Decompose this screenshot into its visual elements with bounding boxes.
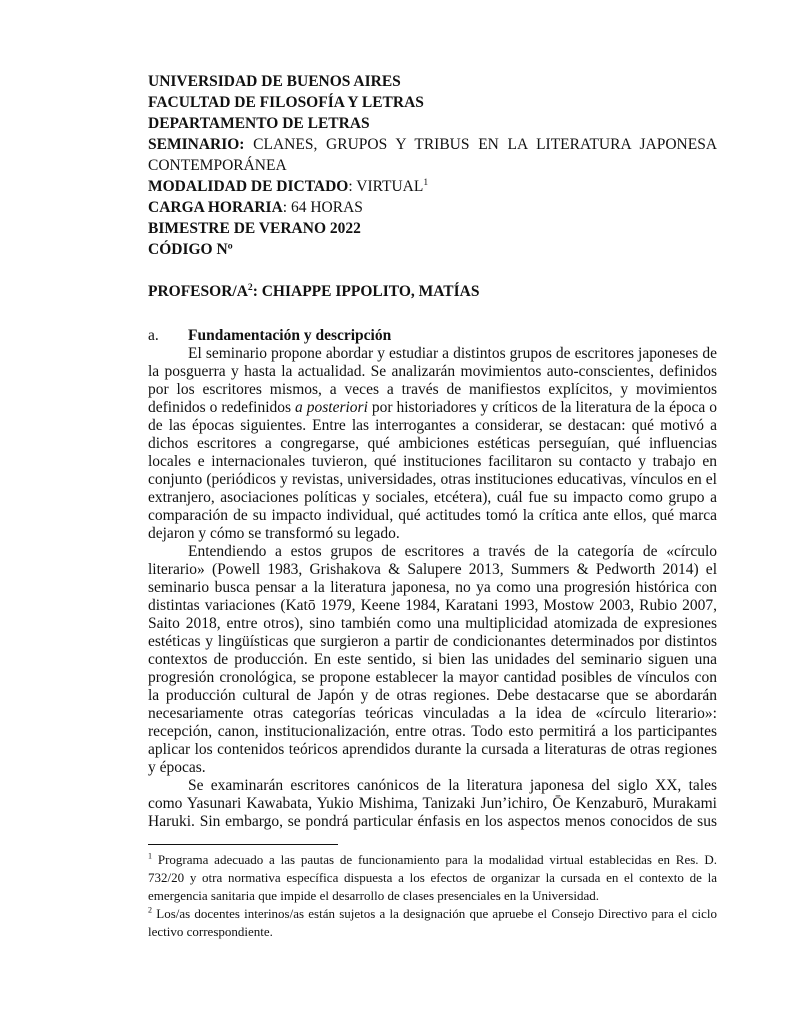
- footnote-separator: [148, 844, 338, 845]
- university-line: [148, 71, 717, 92]
- paragraph-1-italic: a posteriori: [295, 399, 368, 416]
- footnote-2-marker: 2: [148, 905, 153, 915]
- paragraph-2: Entendiendo a estos grupos de escritores a través de la categoría de «círculo literario» (Powell 1983, Grishakova & Salupere 2013, Summers & Pedworth 2014) el seminario busca pensar a la literatura japonesa, no ya como una progresión histórica con distintas variaciones (Katō 1979, Keene 1984, Karatani 1993, Mostow 2003, Rubio 2007, Saito 2018, entre otros), sino también como una multiplicidad atomizada de expresiones estéticas y lingüísticas que surgieron a partir de condicionantes determinados por distintos contextos de producción. En este sentido, si bien las unidades del seminario siguen una progresión cronológica, se propone establecer la mayor cantidad posibles de vínculos con la producción cultural de Japón y de otras regiones. Debe destacarse que se abordarán necesariamente otras categorías teóricas vinculadas a la idea de «círculo literario»: recepción, canon, institucionalización, entre otras. Todo esto permitirá a los participantes aplicar los contenidos teóricos aprendidos durante la cursada a literaturas de otras regiones y épocas.: [148, 543, 717, 776]
- professor-value: : CHIAPPE IPPOLITO, MATÍAS: [252, 283, 480, 300]
- hours-label: CARGA HORARIA: [148, 199, 283, 216]
- department-name: DEPARTAMENTO DE LETRAS: [148, 115, 370, 132]
- hours-line: [148, 197, 717, 218]
- footnote-2-text: Los/as docentes interinos/as están sujetos a la designación que apruebe el Consejo Directivo para el ciclo lectivo correspondiente.: [148, 906, 717, 939]
- professor-line: [148, 281, 717, 302]
- modality-label: MODALIDAD DE DICTADO: [148, 178, 349, 195]
- professor-label: PROFESOR/A: [148, 283, 248, 300]
- faculty-name: FACULTAD DE FILOSOFÍA Y LETRAS: [148, 94, 424, 111]
- seminar-line: [148, 134, 717, 176]
- faculty-line: [148, 92, 717, 113]
- department-line: [148, 113, 717, 134]
- blank-line: [148, 260, 717, 281]
- section-heading: [148, 327, 717, 345]
- seminar-label: SEMINARIO:: [148, 136, 245, 153]
- term-value: BIMESTRE DE VERANO 2022: [148, 220, 361, 237]
- footnote-ref-1: 1: [423, 176, 429, 188]
- modality-line: [148, 176, 717, 197]
- paragraph-1-text: El seminario propone abordar y estudiar a distintos grupos de escritores japoneses de la posguerra y hasta la actualidad. Se analizarán movimientos auto-conscientes, definidos por los escritores mismos, a veces a través de manifiestos explícitos, y movimientos definidos o redefinidos: [148, 345, 717, 416]
- modality-value: : VIRTUAL: [348, 178, 424, 195]
- footnote-1-text: Programa adecuado a las pautas de funcionamiento para la modalidad virtual establecidas en Res. D. 732/20 y otra normativa específica dispuesta a los efectos de organizar la cursada en el contexto de la emergencia sanitaria que impide el desarrollo de clases presenciales en la Universidad.: [148, 852, 717, 903]
- footnote-ref-2: 2: [247, 281, 253, 293]
- university-name: UNIVERSIDAD DE BUENOS AIRES: [148, 73, 401, 90]
- section-title: Fundamentación y descripción: [188, 327, 392, 344]
- hours-value: : 64 HORAS: [282, 199, 363, 216]
- code-line: [148, 239, 717, 260]
- seminar-title: CLANES, GRUPOS Y TRIBUS EN LA LITERATURA JAPONESA CONTEMPORÁNEA: [148, 136, 718, 174]
- paragraph-3: Se examinarán escritores canónicos de la literatura japonesa del siglo XX, tales como Yasunari Kawabata, Yukio Mishima, Tanizaki Jun’ichiro, Ōe Kenzaburō, Murakami Haruki. Sin embargo, se pondrá particular énfasis en los aspectos menos conocidos de sus: [148, 777, 717, 830]
- code-value: CÓDIGO Nº: [148, 241, 233, 258]
- term-line: [148, 218, 717, 239]
- paragraph-1-text-after: por historiadores y críticos de la literatura de la época o de las épocas siguientes. Entre las interrogantes a considerar, se destacan: qué motivó a dichos escritores a congregarse, qué ambiciones estéticas perseguían, qué influencias locales e internacionales tuvieron, qué instituciones facilitaron su contacto y trabajo en conjunto (periódicos y revistas, universidades, otras instituciones educativas, vínculos en el extranjero, asociaciones políticas y sociales, etcétera), cuál fue su impacto como grupo a comparación de su impacto individual, qué actitudes tomó la crítica ante ellos, qué marca dejaron y cómo se transformó su legado.: [148, 399, 717, 542]
- section-gap: [148, 302, 717, 327]
- footnote-1-marker: 1: [148, 851, 153, 861]
- paragraph-1: [148, 345, 717, 543]
- footnote-1: [148, 851, 717, 905]
- footnote-2: [148, 905, 717, 941]
- section-marker: a.: [148, 327, 159, 344]
